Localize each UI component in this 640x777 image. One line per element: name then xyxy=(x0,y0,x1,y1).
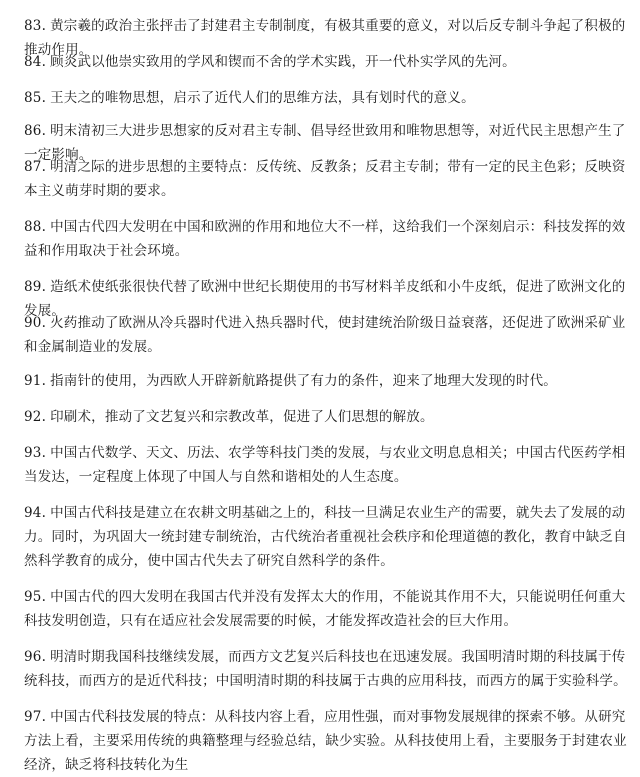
item-number: 90. xyxy=(24,314,47,331)
item-number: 93. xyxy=(24,444,47,461)
list-item xyxy=(24,501,628,573)
item-number: 92. xyxy=(24,408,47,425)
item-number: 97. xyxy=(24,708,47,725)
item-text: 黄宗羲的政治主张抨击了封建君主专制制度，有极其重要的意义，对以后反专制斗争起了积极的推动作用。 xyxy=(24,17,626,58)
item-number: 96. xyxy=(24,648,47,665)
item-number: 95. xyxy=(24,588,47,605)
item-number: 88. xyxy=(24,218,47,235)
item-text: 明清之际的进步思想的主要特点：反传统、反教条；反君主专制；带有一定的民主色彩；反映资本主义萌芽时期的要求。 xyxy=(24,158,626,199)
list-item xyxy=(24,585,628,633)
item-text: 中国古代数学、天文、历法、农学等科技门类的发展，与农业文明息息相关；中国古代医药学相当发达，一定程度上体现了中国人与自然和谐相处的人生态度。 xyxy=(24,444,626,485)
item-text: 印刷术，推动了文艺复兴和宗教改革，促进了人们思想的解放。 xyxy=(50,408,434,425)
item-text: 中国古代科技发展的特点：从科技内容上看，应用性强，而对事物发展规律的探索不够。从研究方法上看，主要采用传统的典籍整理与经验总结，缺少实验。从科技使用上看，主要服务于封建农业经济，缺乏将科技转化为生 xyxy=(24,708,627,773)
list-item xyxy=(24,86,628,110)
item-text: 火药推动了欧洲从冷兵器时代进入热兵器时代，使封建统治阶级日益衰落，还促进了欧洲采矿业和金属制造业的发展。 xyxy=(24,314,626,355)
item-number: 89. xyxy=(24,278,47,295)
item-text: 明清时期我国科技继续发展，而西方文艺复兴后科技也在迅速发展。我国明清时期的科技属于传统科技，而西方的是近代科技；中国明清时期的科技属于古典的应用科技，而西方的属于实验科学。 xyxy=(24,648,627,689)
item-number: 85. xyxy=(24,89,47,106)
item-text: 明末清初三大进步思想家的反对君主专制、倡导经世致用和唯物思想等，对近代民主思想产生了一定影响。 xyxy=(24,122,626,163)
item-number: 86. xyxy=(24,122,47,139)
list-item xyxy=(24,705,628,777)
list-item xyxy=(24,369,628,393)
item-text: 中国古代的四大发明在我国古代并没有发挥太大的作用，不能说其作用不大，只能说明任何重大科技发明创造，只有在适应社会发展需要的时候，才能发挥改造社会的巨大作用。 xyxy=(24,588,626,629)
item-number: 94. xyxy=(24,504,47,521)
item-text: 中国古代科技是建立在农耕文明基础之上的，科技一旦满足农业生产的需要，就失去了发展的动力。同时，为巩固大一统封建专制统治，古代统治者重视社会秩序和伦理道德的教化，教育中缺乏自然科学教育的成分，使中国古代失去了研究自然科学的条件。 xyxy=(24,504,627,569)
list-item xyxy=(24,215,628,263)
item-text: 顾炎武以他崇实致用的学风和锲而不舍的学术实践，开一代朴实学风的先河。 xyxy=(50,53,516,70)
list-item xyxy=(24,441,628,489)
item-text: 中国古代四大发明在中国和欧洲的作用和地位大不一样，这给我们一个深刻启示：科技发挥的效益和作用取决于社会环境。 xyxy=(24,218,626,259)
list-item xyxy=(24,50,628,74)
list-item xyxy=(24,311,628,359)
item-number: 84. xyxy=(24,53,47,70)
list-item xyxy=(24,645,628,693)
item-number: 91. xyxy=(24,372,47,389)
item-text: 造纸术使纸张很快代替了欧洲中世纪长期使用的书写材料羊皮纸和小牛皮纸，促进了欧洲文化的发展。 xyxy=(24,278,626,319)
item-text: 王夫之的唯物思想，启示了近代人们的思维方法，具有划时代的意义。 xyxy=(50,89,475,106)
list-item xyxy=(24,405,628,429)
item-number: 87. xyxy=(24,158,47,175)
list-item xyxy=(24,155,628,203)
item-number: 83. xyxy=(24,17,47,34)
item-text: 指南针的使用，为西欧人开辟新航路提供了有力的条件，迎来了地理大发现的时代。 xyxy=(50,372,557,389)
